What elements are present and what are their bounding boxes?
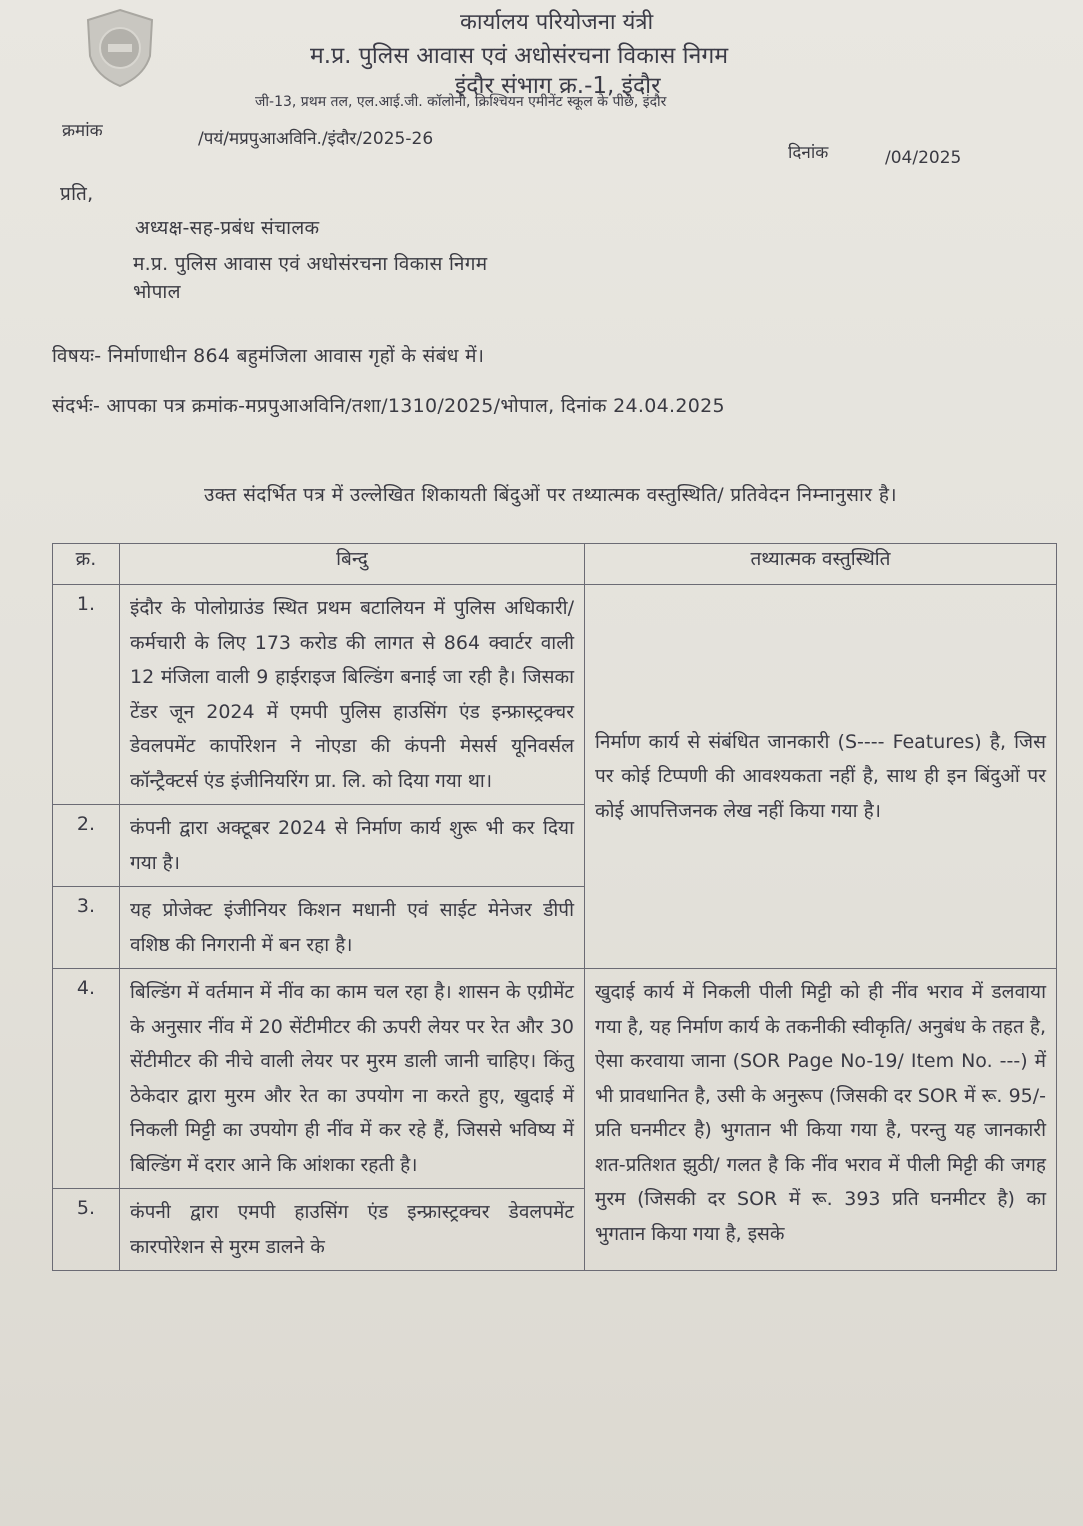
recipient-city: भोपाल	[133, 281, 181, 303]
header-point: बिन्दु	[120, 544, 585, 585]
table-row	[53, 585, 1057, 805]
office-address: जी-13, प्रथम तल, एल.आई.जी. कॉलोनी, क्रिश्चियन एमीनेंट स्कूल के पीछे, इंदौर	[255, 94, 667, 110]
row-point: इंदौर के पोलोग्राउंड स्थित प्रथम बटालियन में पुलिस अधिकारी/ कर्मचारी के लिए 173 करोड की लागत से 864 क्वार्टर वाली 12 मंजिला वाली 9 हाईराइज बिल्डिंग बनाई जा रही है। जिसका टेंडर जून 2024 में एमपी पुलिस हाउसिंग एंड इन्फ्रास्ट्रक्चर डेवलपमेंट कार्पोरेशन ने नोएडा की कंपनी मेसर्स यूनिवर्सल कॉन्ट्रैक्टर्स एंड इंजीनियरिंग प्रा. लि. को दिया गया था।	[120, 585, 585, 805]
kramank-value: /पयं/मप्रपुआअविनि./इंदौर/2025-26	[198, 129, 434, 149]
status-cell-rows-1-3: निर्माण कार्य से संबंधित जानकारी (S---- Features) है, जिस पर कोई टिप्पणी की आवश्यकता नहीं है, साथ ही इन बिंदुओं पर कोई आपत्तिजनक लेख नहीं किया गया है।	[585, 585, 1057, 969]
division-name: इंदौर संभाग क्र.-1, इंदौर	[455, 73, 661, 99]
recipient-designation: अध्यक्ष-सह-प्रबंध संचालक	[135, 217, 320, 239]
row-number: 5.	[53, 1189, 120, 1271]
row-point: यह प्रोजेक्ट इंजीनियर किशन मधानी एवं साईट मेनेजर डीपी वशिष्ठ की निगरानी में बन रहा है।	[120, 887, 585, 969]
header-status: तथ्यात्मक वस्तुस्थिति	[585, 544, 1057, 585]
date-value: /04/2025	[885, 148, 962, 168]
prati-label: प्रति,	[60, 183, 94, 205]
table-header-row	[53, 544, 1057, 585]
row-number: 4.	[53, 969, 120, 1189]
header-serial: क्र.	[53, 544, 120, 585]
row-number: 3.	[53, 887, 120, 969]
status-table	[52, 543, 1057, 1271]
status-cell-rows-4-5: खुदाई कार्य में निकली पीली मिट्टी को ही नींव भराव में डलवाया गया है, यह निर्माण कार्य के तकनीकी स्वीकृति/ अनुबंध के तहत है, ऐसा करवाया जाना (SOR Page No-19/ Item No. ---) में भी प्रावधानित है, उसी के अनुरूप (जिसकी दर SOR में रू. 95/- प्रति घनमीटर है) भुगतान भी किया गया है, परन्तु यह जानकारी शत-प्रतिशत झुठी/ गलत है कि नींव भराव में पीली मिट्टी की जगह मुरम (जिसकी दर SOR में रू. 393 प्रति घनमीटर है) का भुगतान किया गया है, इसके	[585, 969, 1057, 1271]
police-emblem-logo	[78, 6, 162, 90]
office-title: कार्यालय परियोजना यंत्री	[460, 10, 654, 35]
row-point: कंपनी द्वारा एमपी हाउसिंग एंड इन्फ्रास्ट्रक्चर डेवलपमेंट कारपोरेशन से मुरम डालने के	[120, 1189, 585, 1271]
kramank-label: क्रमांक	[62, 121, 103, 141]
row-number: 1.	[53, 585, 120, 805]
reference-line: संदर्भः- आपका पत्र क्रमांक-मप्रपुआअविनि/तशा/1310/2025/भोपाल, दिनांक 24.04.2025	[52, 395, 725, 417]
row-point: बिल्डिंग में वर्तमान में नींव का काम चल रहा है। शासन के एग्रीमेंट के अनुसार नींव में 20 सेंटीमीटर की ऊपरी लेयर पर रेत और 30 सेंटीमीटर की नीचे वाली लेयर पर मुरम डाली जानी चाहिए। किंतु ठेकेदार द्वारा मुरम और रेत का उपयोग ना करते हुए, खुदाई में निकली मिट्टी का उपयोग ही नींव में कर रहे हैं, जिससे भविष्य में बिल्डिंग में दरार आने कि आंशका रहती है।	[120, 969, 585, 1189]
row-point: कंपनी द्वारा अक्टूबर 2024 से निर्माण कार्य शुरू भी कर दिया गया है।	[120, 805, 585, 887]
subject-line: विषयः- निर्माणाधीन 864 बहुमंजिला आवास गृहों के संबंध में।	[52, 345, 485, 367]
table-row	[53, 969, 1057, 1189]
intro-paragraph: उक्त संदर्भित पत्र में उल्लेखित शिकायती बिंदुओं पर तथ्यात्मक वस्तुस्थिति/ प्रतिवेदन निम्नानुसार है।	[204, 484, 897, 506]
row-number: 2.	[53, 805, 120, 887]
date-label: दिनांक	[788, 143, 829, 163]
organization-name: म.प्र. पुलिस आवास एवं अधोसंरचना विकास निगम	[310, 43, 729, 69]
recipient-organization: म.प्र. पुलिस आवास एवं अधोसंरचना विकास निगम	[133, 253, 488, 275]
